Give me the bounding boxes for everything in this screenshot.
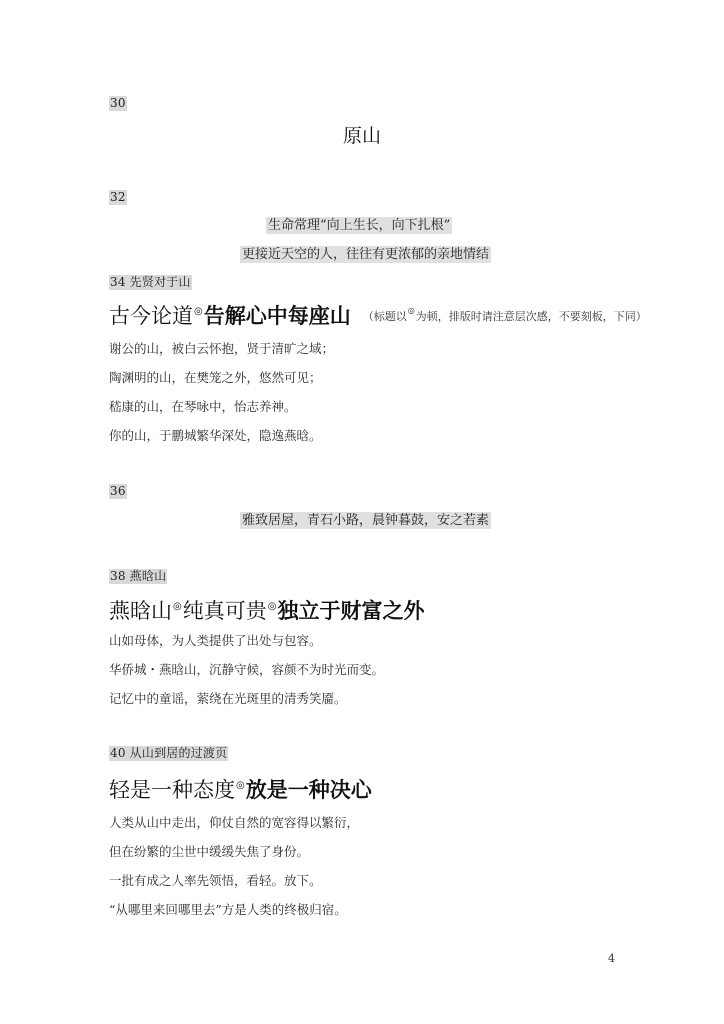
- heading-40: [109, 777, 372, 803]
- heading-38-part-a: 燕晗山: [109, 599, 172, 623]
- page-title: 原山: [342, 125, 381, 147]
- heading-34-part-a: 古今论道: [109, 304, 193, 328]
- body-line-38-3: 记忆中的童谣，萦绕在光斑里的清秀笑靥。: [109, 691, 347, 706]
- separator-marker-icon: ◎: [236, 780, 245, 791]
- body-line-34-1: 谢公的山，被白云怀抱，贤于清旷之域；: [109, 341, 335, 356]
- slogan-line-1: 生命常理“向上生长，向下扎根”: [268, 218, 451, 233]
- section-tag-34: 34 先贤对于山: [110, 275, 191, 289]
- heading-40-part-a: 轻是一种态度: [109, 778, 235, 802]
- body-line-40-4: “从哪里来回哪里去”方是人类的终极归宿。: [109, 902, 347, 917]
- heading-34: [109, 303, 647, 330]
- section-tag-32: 32: [110, 190, 126, 204]
- editor-note: [362, 306, 647, 323]
- section-tag-36: 36: [110, 484, 126, 498]
- heading-34-part-b: 告解心中每座山: [203, 304, 351, 328]
- page-number: 4: [608, 952, 615, 965]
- slogan-36: 雅致居屋，青石小路，晨钟暮鼓，安之若素: [242, 513, 490, 528]
- section-tag-38: 38 燕晗山: [110, 569, 167, 583]
- body-line-40-2: 但在纷繁的尘世中缓缓失焦了身份。: [109, 844, 310, 859]
- editor-note-post: 为顿，排版时请注意层次感，不要刻板，下同）: [415, 310, 647, 323]
- heading-40-part-b: 放是一种决心: [245, 778, 372, 802]
- section-tag-40: 40 从山到居的过渡页: [110, 746, 228, 760]
- section-tag-30: 30: [110, 96, 126, 110]
- heading-38: [109, 598, 424, 624]
- body-line-40-1: 人类从山中走出，仰仗自然的宽容得以繁衍，: [109, 815, 360, 830]
- body-line-34-4: 你的山，于鹏城繁华深处，隐逸燕晗。: [109, 428, 322, 443]
- heading-38-part-c: 独立于财富之外: [277, 599, 425, 623]
- separator-marker-icon: ◎: [407, 306, 415, 315]
- body-line-34-3: 嵇康的山，在琴咏中，怡志养神。: [109, 399, 297, 414]
- editor-note-pre: （标题以: [362, 310, 407, 323]
- separator-marker-icon: ◎: [173, 601, 182, 612]
- body-line-38-2: 华侨城・燕晗山，沉静守候，容颜不为时光而变。: [109, 662, 385, 677]
- body-line-40-3: 一批有成之人率先领悟，看轻。放下。: [109, 873, 322, 888]
- heading-38-part-b: 纯真可贵: [182, 599, 267, 623]
- slogan-line-2: 更接近天空的人，往往有更浓郁的亲地情结: [242, 247, 490, 262]
- body-line-38-1: 山如母体，为人类提供了出处与包容。: [109, 633, 322, 648]
- separator-marker-icon: ◎: [267, 601, 277, 612]
- body-line-34-2: 陶渊明的山，在樊笼之外，悠然可见；: [109, 370, 322, 385]
- separator-marker-icon: ◎: [194, 306, 203, 317]
